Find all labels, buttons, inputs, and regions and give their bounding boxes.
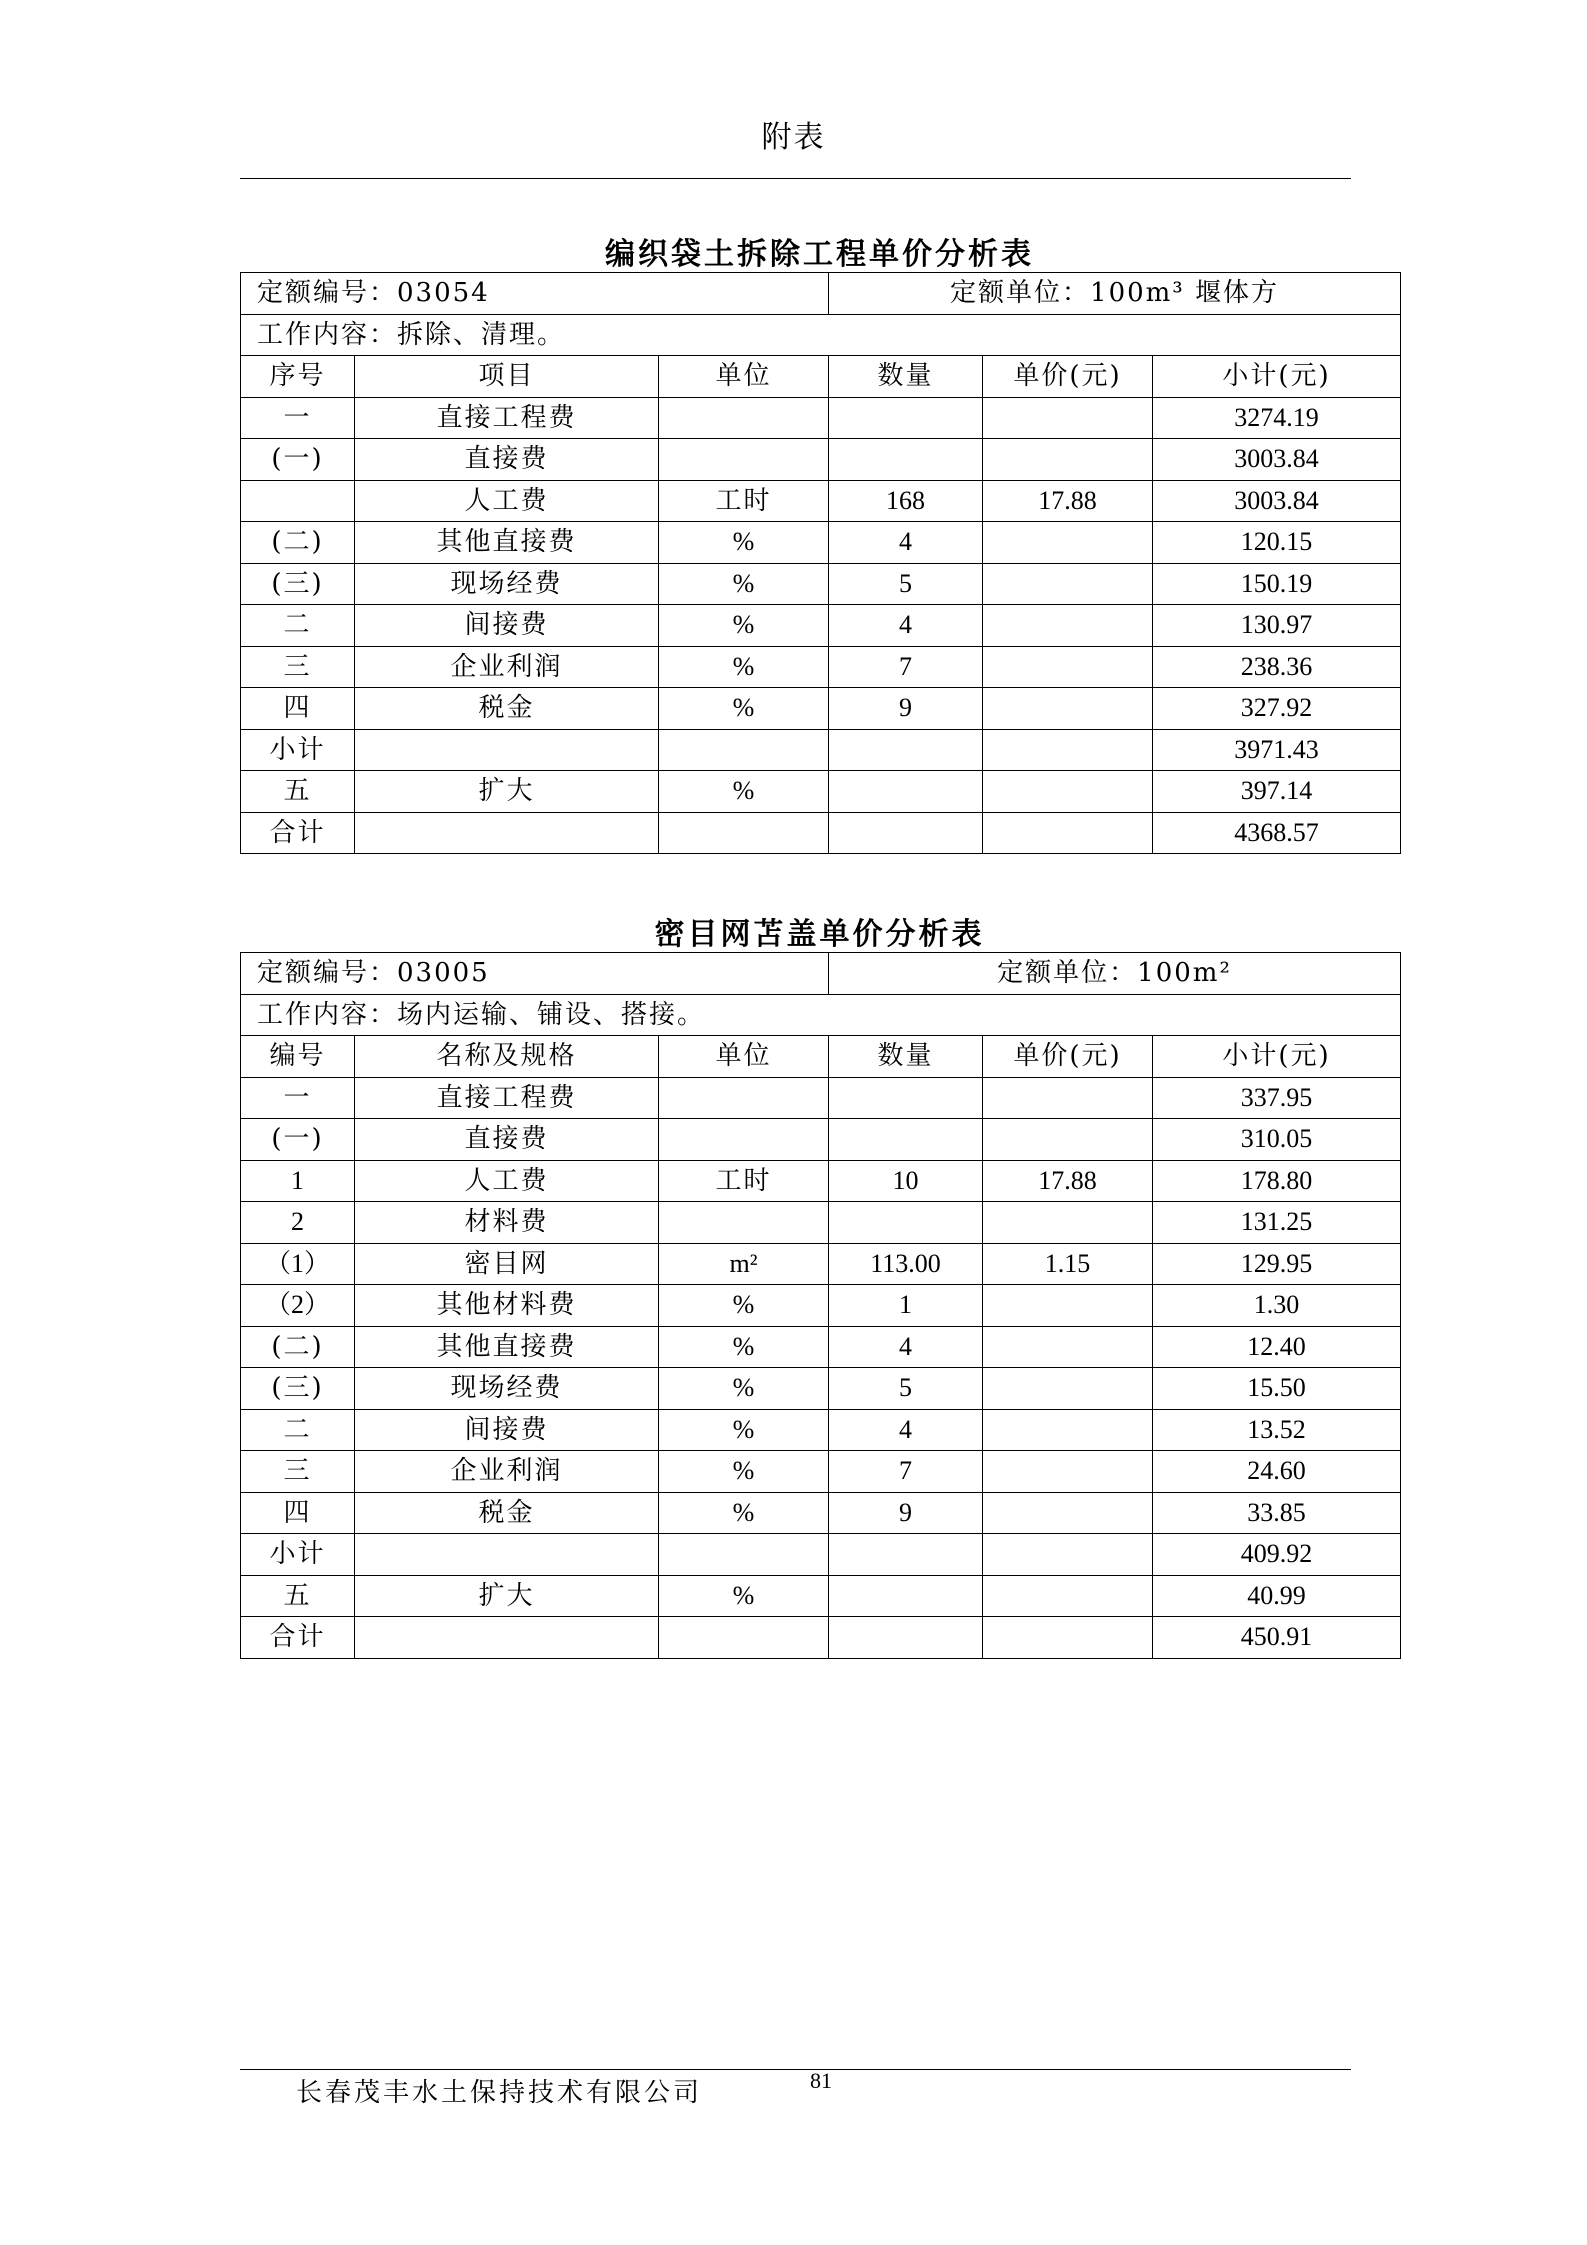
table-cell: （2） (241, 1285, 355, 1327)
table-cell (659, 729, 829, 771)
page-header-title: 附表 (761, 120, 826, 155)
table-cell (355, 812, 659, 854)
table-row (241, 1160, 1401, 1202)
table-cell: 密目网 (355, 1243, 659, 1285)
table-cell (829, 812, 983, 854)
table-cell: % (659, 1409, 829, 1451)
table-row (241, 771, 1401, 813)
column-header-4: 单价(元) (983, 1036, 1153, 1078)
column-header-2: 单位 (659, 1036, 829, 1078)
table-cell: (三) (241, 563, 355, 605)
table-cell: 税金 (355, 1492, 659, 1534)
table-cell: 40.99 (1153, 1575, 1401, 1617)
table-cell: 4 (829, 1409, 983, 1451)
table1-title: 编织袋土拆除工程单价分析表 (605, 237, 1034, 272)
table-cell (983, 1077, 1153, 1119)
table-cell (829, 1119, 983, 1161)
table-cell: 3274.19 (1153, 397, 1401, 439)
table-cell: 9 (829, 688, 983, 730)
column-header-5: 小计(元) (1153, 356, 1401, 398)
quota-unit-cell: 定额单位：100m³ 堰体方 (829, 273, 1401, 315)
table-cell: 409.92 (1153, 1534, 1401, 1576)
table-cell: 五 (241, 1575, 355, 1617)
table-cell: 17.88 (983, 1160, 1153, 1202)
table-cell (983, 688, 1153, 730)
footer-divider (240, 2069, 1351, 2070)
column-header-4: 单价(元) (983, 356, 1153, 398)
column-header-3: 数量 (829, 1036, 983, 1078)
table-cell: % (659, 522, 829, 564)
table2-title: 密目网苫盖单价分析表 (654, 917, 985, 952)
table-cell: 3971.43 (1153, 729, 1401, 771)
table-row (241, 729, 1401, 771)
table-cell (355, 1617, 659, 1659)
table-cell: 15.50 (1153, 1368, 1401, 1410)
table-cell: 直接工程费 (355, 1077, 659, 1119)
table-row (241, 522, 1401, 564)
table-cell: 税金 (355, 688, 659, 730)
table-cell: % (659, 688, 829, 730)
table-cell (829, 1077, 983, 1119)
table-cell: 扩大 (355, 771, 659, 813)
table-cell: 1 (241, 1160, 355, 1202)
quota-info-row (241, 273, 1401, 315)
table-cell: 其他直接费 (355, 522, 659, 564)
quota-number-cell: 定额编号：03005 (241, 953, 829, 995)
table-cell: 4368.57 (1153, 812, 1401, 854)
table-cell: 4 (829, 522, 983, 564)
work-content-row (241, 994, 1401, 1036)
table-cell: 扩大 (355, 1575, 659, 1617)
table-cell (659, 397, 829, 439)
table-cell (829, 1617, 983, 1659)
table-cell: (一) (241, 439, 355, 481)
table-cell (983, 729, 1153, 771)
table-cell: 其他材料费 (355, 1285, 659, 1327)
table-row (241, 812, 1401, 854)
column-header-row (241, 1036, 1401, 1078)
table-row (241, 439, 1401, 481)
table-cell (241, 480, 355, 522)
table-row (241, 480, 1401, 522)
table-cell: 337.95 (1153, 1077, 1401, 1119)
table-cell: % (659, 1326, 829, 1368)
table-cell: 2 (241, 1202, 355, 1244)
table-cell: (三) (241, 1368, 355, 1410)
table-cell (659, 812, 829, 854)
table-cell: % (659, 563, 829, 605)
table-cell: 五 (241, 771, 355, 813)
footer-company-name: 长春茂丰水土保持技术有限公司 (296, 2078, 703, 2108)
table-cell (355, 1534, 659, 1576)
column-header-0: 编号 (241, 1036, 355, 1078)
table-cell: 450.91 (1153, 1617, 1401, 1659)
table-cell (983, 1368, 1153, 1410)
table-cell: % (659, 771, 829, 813)
table-cell: 小计 (241, 729, 355, 771)
table-cell (829, 1202, 983, 1244)
table-cell (983, 439, 1153, 481)
table-cell: 131.25 (1153, 1202, 1401, 1244)
table-cell (983, 1326, 1153, 1368)
table-cell: 三 (241, 646, 355, 688)
table-cell (829, 1575, 983, 1617)
table-cell: 3003.84 (1153, 480, 1401, 522)
table-cell (983, 1285, 1153, 1327)
table-cell: % (659, 1451, 829, 1493)
table-cell: 397.14 (1153, 771, 1401, 813)
table-cell: 130.97 (1153, 605, 1401, 647)
table-cell (829, 771, 983, 813)
table-cell (829, 397, 983, 439)
table-cell (355, 729, 659, 771)
table-row (241, 1409, 1401, 1451)
quota-unit-cell: 定额单位：100m² (829, 953, 1401, 995)
column-header-2: 单位 (659, 356, 829, 398)
table-cell (983, 812, 1153, 854)
table2-unit-price-analysis (240, 952, 1401, 1659)
table-cell (983, 397, 1153, 439)
table-cell (983, 1492, 1153, 1534)
table-cell: % (659, 1285, 829, 1327)
table-cell: % (659, 1575, 829, 1617)
table-row (241, 1617, 1401, 1659)
table-cell (659, 439, 829, 481)
table-cell: 人工费 (355, 480, 659, 522)
table-cell: 间接费 (355, 1409, 659, 1451)
table-cell (983, 522, 1153, 564)
table-cell: 120.15 (1153, 522, 1401, 564)
table-row (241, 1077, 1401, 1119)
column-header-1: 名称及规格 (355, 1036, 659, 1078)
column-header-row (241, 356, 1401, 398)
table-cell: 13.52 (1153, 1409, 1401, 1451)
table-cell (659, 1617, 829, 1659)
table-cell: 直接工程费 (355, 397, 659, 439)
table-row (241, 1492, 1401, 1534)
table-cell: 现场经费 (355, 563, 659, 605)
table-row (241, 605, 1401, 647)
table-row (241, 1243, 1401, 1285)
quota-info-row (241, 953, 1401, 995)
column-header-1: 项目 (355, 356, 659, 398)
table-cell (659, 1119, 829, 1161)
table-cell (983, 1575, 1153, 1617)
table-row (241, 1451, 1401, 1493)
table-row (241, 1119, 1401, 1161)
table-cell: 12.40 (1153, 1326, 1401, 1368)
table-cell: 7 (829, 646, 983, 688)
table-row (241, 1202, 1401, 1244)
table-cell: (二) (241, 522, 355, 564)
table-row (241, 1575, 1401, 1617)
table-cell: 168 (829, 480, 983, 522)
table-row (241, 1285, 1401, 1327)
table-cell: m² (659, 1243, 829, 1285)
table-cell: 直接费 (355, 439, 659, 481)
work-content-row (241, 314, 1401, 356)
column-header-5: 小计(元) (1153, 1036, 1401, 1078)
table-cell: 129.95 (1153, 1243, 1401, 1285)
table-cell (829, 729, 983, 771)
table-cell: 9 (829, 1492, 983, 1534)
table-cell: 33.85 (1153, 1492, 1401, 1534)
table-cell: 二 (241, 1409, 355, 1451)
table-cell (983, 1409, 1153, 1451)
table-cell: (二) (241, 1326, 355, 1368)
table-row (241, 1534, 1401, 1576)
table-row (241, 1326, 1401, 1368)
table-cell: 企业利润 (355, 1451, 659, 1493)
table-cell (983, 1617, 1153, 1659)
table-cell: % (659, 1368, 829, 1410)
table-cell: 工时 (659, 480, 829, 522)
table-cell: 1 (829, 1285, 983, 1327)
table-cell: 四 (241, 1492, 355, 1534)
table-cell: 5 (829, 563, 983, 605)
table-cell (659, 1077, 829, 1119)
table-cell: 材料费 (355, 1202, 659, 1244)
table-row (241, 646, 1401, 688)
table-row (241, 397, 1401, 439)
table-cell: 二 (241, 605, 355, 647)
table-cell: 直接费 (355, 1119, 659, 1161)
table-cell: 150.19 (1153, 563, 1401, 605)
table-cell: 238.36 (1153, 646, 1401, 688)
table-cell: (一) (241, 1119, 355, 1161)
table-cell: 178.80 (1153, 1160, 1401, 1202)
work-content-cell: 工作内容：拆除、清理。 (241, 314, 1401, 356)
table-cell (983, 605, 1153, 647)
table-cell: 间接费 (355, 605, 659, 647)
table-cell: 合计 (241, 812, 355, 854)
table-cell: % (659, 646, 829, 688)
table-cell: 5 (829, 1368, 983, 1410)
table-cell: 113.00 (829, 1243, 983, 1285)
quota-number-cell: 定额编号：03054 (241, 273, 829, 315)
table-cell: 7 (829, 1451, 983, 1493)
table-row (241, 688, 1401, 730)
table-row (241, 1368, 1401, 1410)
table-cell: 1.15 (983, 1243, 1153, 1285)
table-cell (829, 1534, 983, 1576)
footer-page-number: 81 (810, 2068, 832, 2093)
table-cell: 310.05 (1153, 1119, 1401, 1161)
table-cell (659, 1534, 829, 1576)
table-cell: % (659, 605, 829, 647)
table-cell (983, 1202, 1153, 1244)
table-cell: 17.88 (983, 480, 1153, 522)
table-cell (983, 771, 1153, 813)
table-cell (983, 563, 1153, 605)
header-divider (240, 178, 1351, 179)
table-cell: 小计 (241, 1534, 355, 1576)
table-cell: 4 (829, 1326, 983, 1368)
table-cell: 一 (241, 1077, 355, 1119)
column-header-0: 序号 (241, 356, 355, 398)
table-cell: 三 (241, 1451, 355, 1493)
table-cell: （1） (241, 1243, 355, 1285)
table-cell (983, 646, 1153, 688)
table-cell: 3003.84 (1153, 439, 1401, 481)
table-cell: 327.92 (1153, 688, 1401, 730)
table-cell: 工时 (659, 1160, 829, 1202)
table-row (241, 563, 1401, 605)
column-header-3: 数量 (829, 356, 983, 398)
table-cell: 现场经费 (355, 1368, 659, 1410)
table-cell: 10 (829, 1160, 983, 1202)
work-content-cell: 工作内容：场内运输、铺设、搭接。 (241, 994, 1401, 1036)
table-cell (829, 439, 983, 481)
table-cell (983, 1119, 1153, 1161)
table-cell (983, 1534, 1153, 1576)
table1-unit-price-analysis (240, 272, 1401, 854)
table-cell: 企业利润 (355, 646, 659, 688)
table-cell: 合计 (241, 1617, 355, 1659)
table-cell (983, 1451, 1153, 1493)
table-cell: 1.30 (1153, 1285, 1401, 1327)
table-cell: 4 (829, 605, 983, 647)
table-cell: 24.60 (1153, 1451, 1401, 1493)
table-cell: 一 (241, 397, 355, 439)
table-cell: 其他直接费 (355, 1326, 659, 1368)
table-cell: 四 (241, 688, 355, 730)
table-cell (659, 1202, 829, 1244)
table-cell: 人工费 (355, 1160, 659, 1202)
table-cell: % (659, 1492, 829, 1534)
